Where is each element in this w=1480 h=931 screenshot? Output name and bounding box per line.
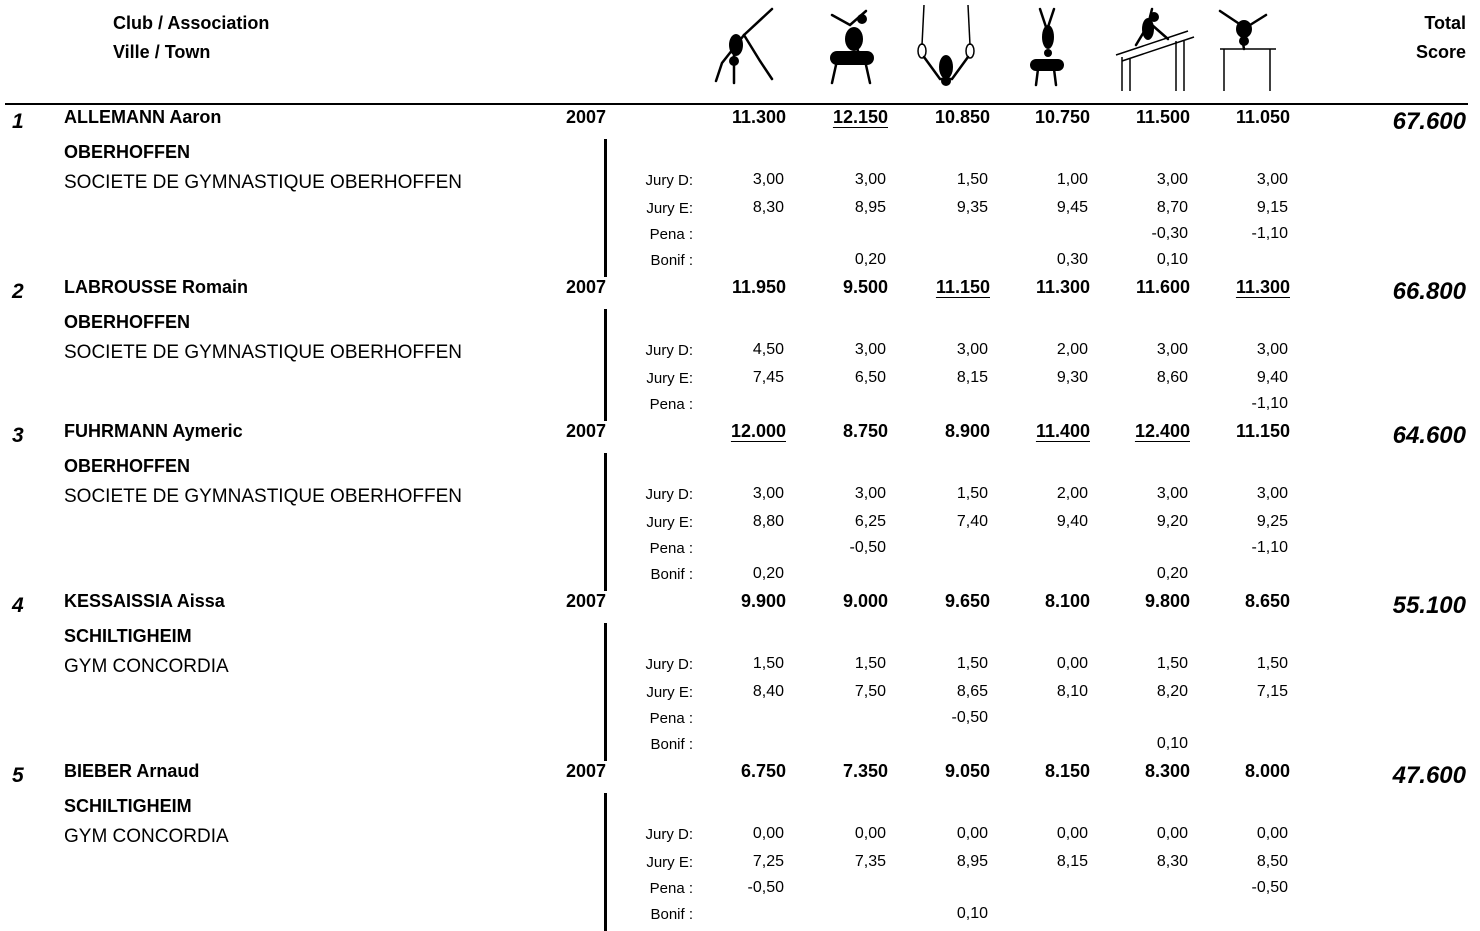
apparatus-score: 10.750 (1034, 107, 1090, 127)
rank: 2 (12, 280, 24, 303)
birth-year: 2007 (565, 421, 606, 441)
jury-e-value: 8,30 (1156, 853, 1188, 870)
athlete-town: OBERHOFFEN (64, 312, 190, 332)
apparatus-score: 9.500 (842, 277, 888, 297)
horizontal-bar-icon (1216, 5, 1280, 91)
apparatus-score: 11.300 (731, 107, 786, 127)
apparatus-score: 9.650 (944, 591, 990, 611)
club-header: Club / Association (113, 13, 270, 33)
jury-e-value: 7,35 (854, 853, 886, 870)
jury-d-value: 3,00 (752, 485, 784, 502)
jury-e-value: 9,40 (1256, 369, 1288, 386)
total-score: 47.600 (1392, 762, 1466, 789)
jury-d-label: Jury D: (645, 172, 693, 189)
jury-bonif-label: Bonif : (650, 566, 693, 583)
jury-d-value: 3,00 (956, 341, 988, 358)
total-score: 66.800 (1392, 278, 1466, 305)
apparatus-score: 8.100 (1044, 591, 1090, 611)
jury-pena-value: -0,50 (849, 539, 886, 556)
jury-e-value: 7,50 (854, 683, 886, 700)
jury-d-value: 1,50 (956, 655, 988, 672)
athlete-town: OBERHOFFEN (64, 142, 190, 162)
jury-d-value: 2,00 (1056, 485, 1088, 502)
rank: 5 (12, 764, 24, 787)
jury-pena-value: -1,10 (1251, 539, 1288, 556)
athlete-entry (0, 107, 1480, 277)
athlete-name: BIEBER Arnaud (64, 761, 200, 781)
jury-e-value: 8,15 (1056, 853, 1088, 870)
apparatus-score: 11.050 (1235, 107, 1290, 127)
total-score: 67.600 (1392, 108, 1466, 135)
jury-pena-value: -1,10 (1251, 395, 1288, 412)
jury-e-value: 8,70 (1156, 199, 1188, 216)
jury-e-value: 8,95 (956, 853, 988, 870)
jury-d-value: 3,00 (1256, 485, 1288, 502)
athlete-name: ALLEMANN Aaron (64, 107, 222, 127)
jury-bonif-value: 0,20 (854, 251, 886, 268)
pommel-horse-icon (822, 5, 888, 87)
athlete-club: GYM CONCORDIA (64, 826, 229, 847)
vault-icon (1024, 5, 1074, 87)
athlete-name: FUHRMANN Aymeric (64, 421, 243, 441)
jury-e-value: 7,40 (956, 513, 988, 530)
apparatus-score: 11.150 (935, 277, 990, 297)
jury-e-value: 8,30 (752, 199, 784, 216)
jury-d-value: 1,50 (1256, 655, 1288, 672)
apparatus-score: 6.750 (740, 761, 786, 781)
apparatus-score: 11.600 (1135, 277, 1190, 297)
apparatus-score: 11.300 (1235, 277, 1290, 297)
apparatus-score: 12.400 (1134, 421, 1190, 441)
jury-bonif-value: 0,30 (1056, 251, 1088, 268)
athlete-entry (0, 421, 1480, 591)
jury-e-label: Jury E: (646, 370, 693, 387)
jury-bonif-value: 0,10 (1156, 735, 1188, 752)
jury-e-value: 8,95 (854, 199, 886, 216)
apparatus-score: 11.950 (731, 277, 786, 297)
jury-d-value: 3,00 (854, 485, 886, 502)
apparatus-score: 8.150 (1044, 761, 1090, 781)
town-header: Ville / Town (113, 42, 211, 62)
jury-e-value: 8,20 (1156, 683, 1188, 700)
apparatus-score: 9.050 (944, 761, 990, 781)
apparatus-score: 8.300 (1144, 761, 1190, 781)
jury-e-value: 9,40 (1056, 513, 1088, 530)
jury-d-value: 0,00 (1256, 825, 1288, 842)
apparatus-score: 8.900 (944, 421, 990, 441)
jury-d-value: 3,00 (1156, 341, 1188, 358)
athlete-town: SCHILTIGHEIM (64, 796, 192, 816)
apparatus-score: 11.300 (1035, 277, 1090, 297)
jury-e-value: 9,15 (1256, 199, 1288, 216)
jury-pena-label: Pena : (649, 396, 693, 413)
jury-e-value: 8,10 (1056, 683, 1088, 700)
jury-pena-label: Pena : (649, 710, 693, 727)
apparatus-score: 7.350 (842, 761, 888, 781)
header-divider (5, 103, 1468, 105)
jury-e-value: 6,25 (854, 513, 886, 530)
athlete-entry (0, 591, 1480, 761)
jury-d-value: 3,00 (1156, 171, 1188, 188)
total-score: 55.100 (1392, 592, 1466, 619)
athlete-name: LABROUSSE Romain (64, 277, 249, 297)
jury-d-value: 1,50 (956, 485, 988, 502)
jury-e-value: 9,25 (1256, 513, 1288, 530)
jury-bonif-label: Bonif : (650, 906, 693, 923)
jury-e-value: 9,45 (1056, 199, 1088, 216)
jury-pena-value: -0,30 (1151, 225, 1188, 242)
jury-d-value: 3,00 (854, 171, 886, 188)
jury-d-value: 3,00 (854, 341, 886, 358)
jury-e-value: 8,65 (956, 683, 988, 700)
jury-pena-value: -0,50 (1251, 879, 1288, 896)
jury-d-value: 0,00 (1056, 825, 1088, 842)
total-score: 64.600 (1392, 422, 1466, 449)
parallel-bars-icon (1112, 5, 1196, 91)
jury-d-label: Jury D: (645, 826, 693, 843)
rank: 4 (12, 594, 24, 617)
jury-e-value: 8,50 (1256, 853, 1288, 870)
apparatus-score: 11.500 (1135, 107, 1190, 127)
detail-separator (604, 793, 607, 931)
jury-bonif-value: 0,10 (956, 905, 988, 922)
jury-e-value: 8,40 (752, 683, 784, 700)
apparatus-score: 8.000 (1244, 761, 1290, 781)
detail-separator (604, 309, 607, 421)
athlete-club: SOCIETE DE GYMNASTIQUE OBERHOFFEN (64, 342, 462, 363)
jury-d-value: 2,00 (1056, 341, 1088, 358)
birth-year: 2007 (565, 761, 606, 781)
jury-d-value: 0,00 (752, 825, 784, 842)
apparatus-score: 11.150 (1235, 421, 1290, 441)
detail-separator (604, 623, 607, 761)
apparatus-score: 10.850 (934, 107, 990, 127)
jury-d-label: Jury D: (645, 656, 693, 673)
birth-year: 2007 (565, 591, 606, 611)
jury-bonif-label: Bonif : (650, 252, 693, 269)
jury-bonif-label: Bonif : (650, 736, 693, 753)
apparatus-score: 8.650 (1244, 591, 1290, 611)
total-header: Total (1424, 13, 1466, 33)
jury-d-value: 0,00 (1056, 655, 1088, 672)
jury-pena-label: Pena : (649, 880, 693, 897)
jury-pena-label: Pena : (649, 226, 693, 243)
jury-e-label: Jury E: (646, 200, 693, 217)
jury-pena-value: -1,10 (1251, 225, 1288, 242)
jury-d-value: 1,50 (1156, 655, 1188, 672)
jury-e-value: 8,80 (752, 513, 784, 530)
jury-d-label: Jury D: (645, 342, 693, 359)
jury-d-value: 1,50 (956, 171, 988, 188)
jury-bonif-value: 0,20 (752, 565, 784, 582)
jury-e-value: 8,60 (1156, 369, 1188, 386)
jury-d-value: 4,50 (752, 341, 784, 358)
athlete-town: SCHILTIGHEIM (64, 626, 192, 646)
detail-separator (604, 453, 607, 591)
jury-d-value: 0,00 (956, 825, 988, 842)
birth-year: 2007 (565, 277, 606, 297)
apparatus-score: 9.900 (740, 591, 786, 611)
jury-bonif-value: 0,20 (1156, 565, 1188, 582)
jury-d-label: Jury D: (645, 486, 693, 503)
rank: 1 (12, 110, 24, 133)
jury-pena-label: Pena : (649, 540, 693, 557)
apparatus-score: 12.000 (730, 421, 786, 441)
jury-e-label: Jury E: (646, 854, 693, 871)
athlete-club: SOCIETE DE GYMNASTIQUE OBERHOFFEN (64, 486, 462, 507)
jury-e-value: 9,35 (956, 199, 988, 216)
athlete-club: SOCIETE DE GYMNASTIQUE OBERHOFFEN (64, 172, 462, 193)
jury-e-value: 7,15 (1256, 683, 1288, 700)
jury-e-value: 9,30 (1056, 369, 1088, 386)
jury-e-value: 7,25 (752, 853, 784, 870)
jury-d-value: 0,00 (854, 825, 886, 842)
jury-d-value: 3,00 (1256, 171, 1288, 188)
detail-separator (604, 139, 607, 277)
athlete-club: GYM CONCORDIA (64, 656, 229, 677)
apparatus-score: 12.150 (832, 107, 888, 127)
jury-d-value: 1,50 (854, 655, 886, 672)
athlete-name: KESSAISSIA Aissa (64, 591, 225, 611)
rank: 3 (12, 424, 24, 447)
jury-e-value: 9,20 (1156, 513, 1188, 530)
jury-pena-value: -0,50 (951, 709, 988, 726)
jury-d-value: 3,00 (1156, 485, 1188, 502)
birth-year: 2007 (565, 107, 606, 127)
jury-d-value: 1,50 (752, 655, 784, 672)
jury-bonif-value: 0,10 (1156, 251, 1188, 268)
apparatus-score: 9.800 (1144, 591, 1190, 611)
floor-exercise-icon (712, 5, 778, 87)
jury-e-value: 6,50 (854, 369, 886, 386)
apparatus-score: 9.000 (842, 591, 888, 611)
athlete-entry (0, 761, 1480, 931)
athlete-town: OBERHOFFEN (64, 456, 190, 476)
jury-pena-value: -0,50 (747, 879, 784, 896)
apparatus-score: 11.400 (1035, 421, 1090, 441)
rings-icon (914, 5, 980, 87)
jury-e-value: 7,45 (752, 369, 784, 386)
score-header: Score (1415, 42, 1466, 62)
jury-e-label: Jury E: (646, 514, 693, 531)
apparatus-score: 8.750 (842, 421, 888, 441)
jury-d-value: 1,00 (1056, 171, 1088, 188)
jury-d-value: 3,00 (1256, 341, 1288, 358)
jury-e-label: Jury E: (646, 684, 693, 701)
jury-d-value: 3,00 (752, 171, 784, 188)
jury-e-value: 8,15 (956, 369, 988, 386)
jury-d-value: 0,00 (1156, 825, 1188, 842)
